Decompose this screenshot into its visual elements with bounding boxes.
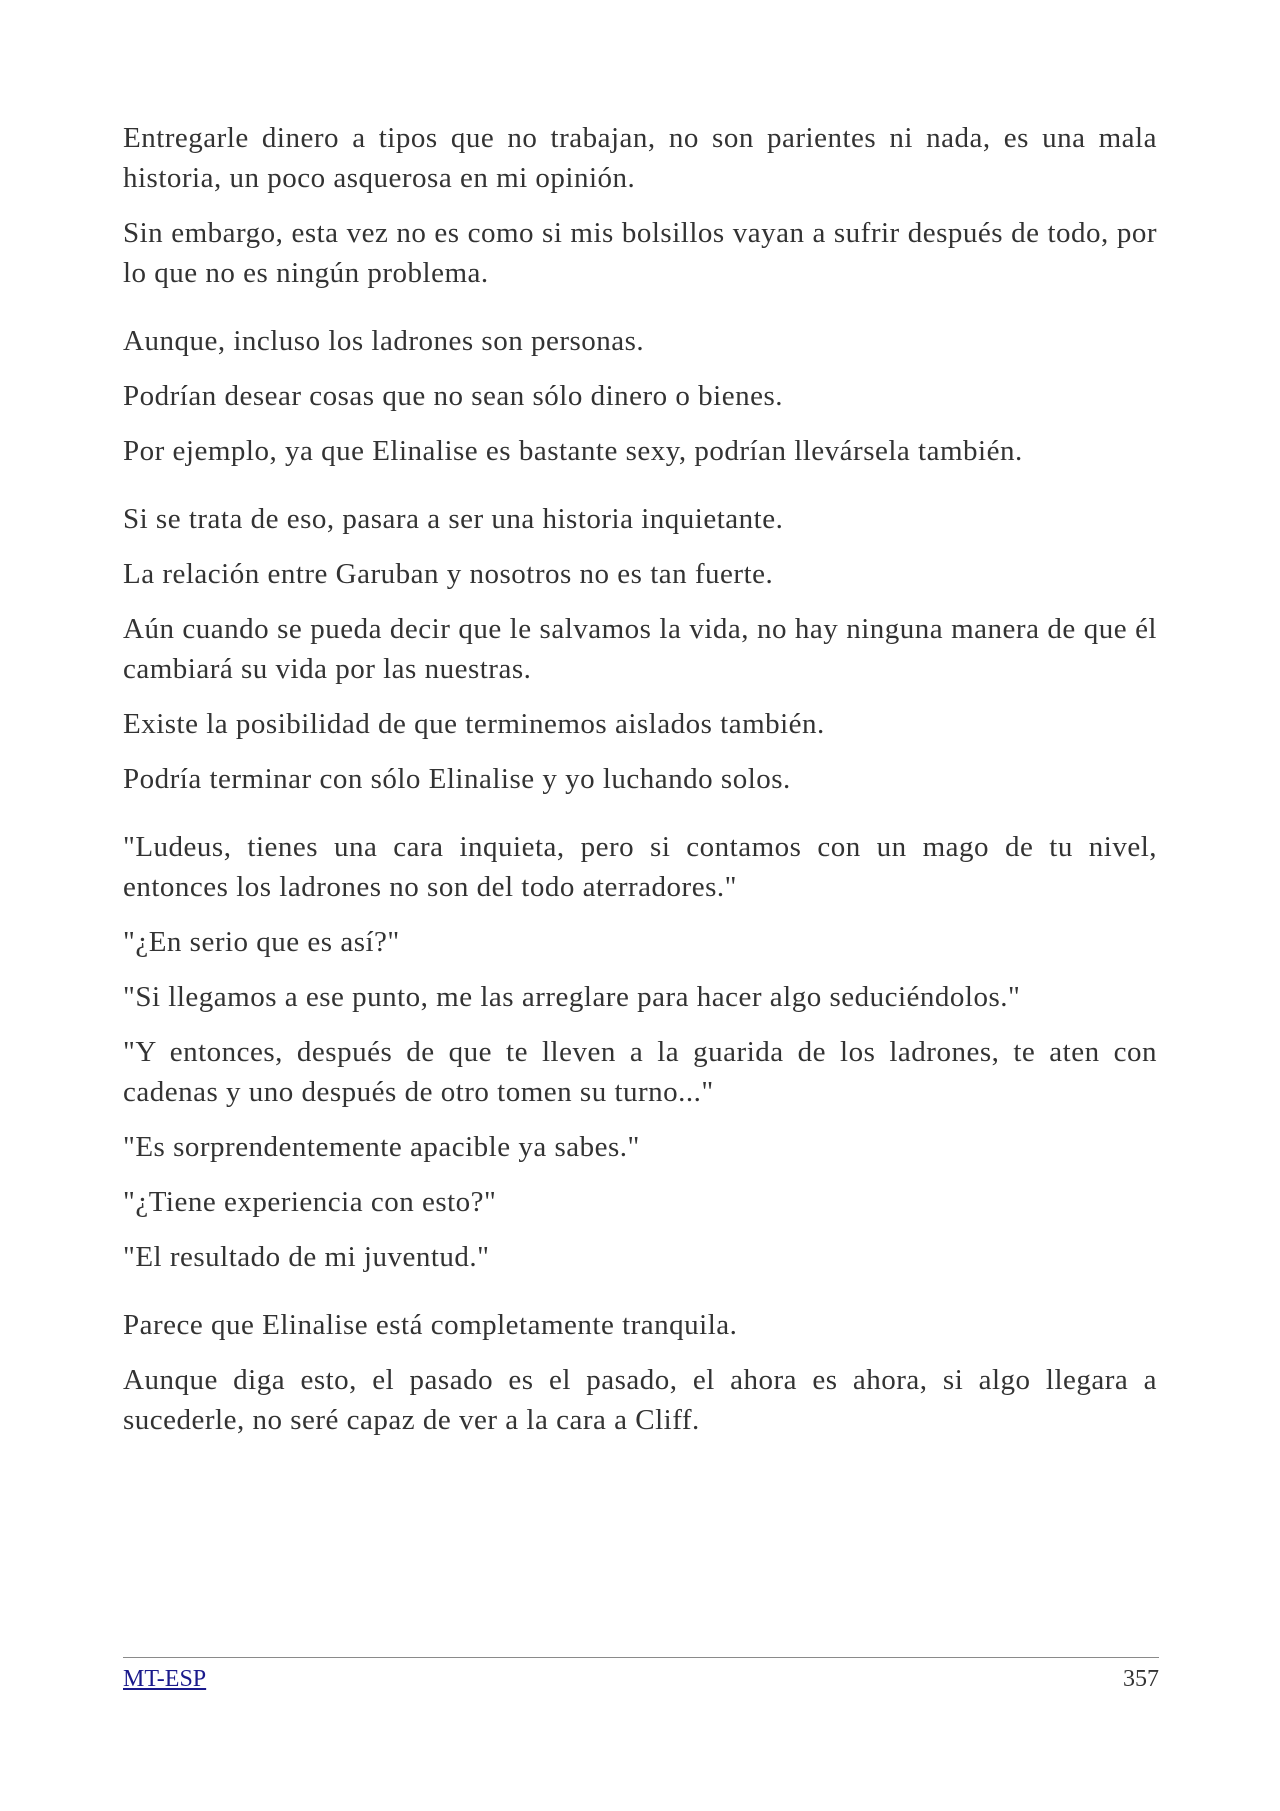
paragraph: Existe la posibilidad de que terminemos aislados también. xyxy=(123,708,825,740)
paragraph: Entregarle dinero a tipos que no trabajan, no son parientes ni nada, es una mala historia, un poco asquerosa en mi opinión. xyxy=(123,122,1157,194)
paragraph: Podría terminar con sólo Elinalise y yo luchando solos. xyxy=(123,763,791,795)
paragraph: Si se trata de eso, pasara a ser una historia inquietante. xyxy=(123,503,784,535)
paragraph: "Y entonces, después de que te lleven a la guarida de los ladrones, te aten con cadenas y uno después de otro tomen su turno..." xyxy=(123,1036,1157,1108)
paragraph: "Si llegamos a ese punto, me las arreglare para hacer algo seduciéndolos." xyxy=(123,981,1021,1013)
paragraph: "Es sorprendentemente apacible ya sabes." xyxy=(123,1131,640,1163)
footer-link[interactable]: MT-ESP xyxy=(123,1666,207,1692)
paragraph: Sin embargo, esta vez no es como si mis bolsillos vayan a sufrir después de todo, por lo que no es ningún problema. xyxy=(123,217,1157,289)
paragraph: "¿Tiene experiencia con esto?" xyxy=(123,1186,497,1218)
paragraph: Podrían desear cosas que no sean sólo dinero o bienes. xyxy=(123,380,784,412)
paragraph: Aunque, incluso los ladrones son personas. xyxy=(123,325,645,357)
paragraph: "El resultado de mi juventud." xyxy=(123,1241,490,1273)
paragraph: Por ejemplo, ya que Elinalise es bastante sexy, podrían llevársela también. xyxy=(123,435,1023,467)
body-text xyxy=(123,118,1157,1455)
paragraph: Parece que Elinalise está completamente tranquila. xyxy=(123,1309,738,1341)
paragraph: La relación entre Garuban y nosotros no es tan fuerte. xyxy=(123,558,774,590)
paragraph: "Ludeus, tienes una cara inquieta, pero si contamos con un mago de tu nivel, entonces los ladrones no son del todo aterradores." xyxy=(123,831,1157,903)
page-number: 357 xyxy=(1123,1666,1159,1692)
page-footer xyxy=(123,1657,1159,1694)
paragraph: Aunque diga esto, el pasado es el pasado, el ahora es ahora, si algo llegara a sucederle, no seré capaz de ver a la cara a Cliff. xyxy=(123,1364,1157,1436)
paragraph: "¿En serio que es así?" xyxy=(123,926,400,958)
paragraph: Aún cuando se pueda decir que le salvamos la vida, no hay ninguna manera de que él cambiará su vida por las nuestras. xyxy=(123,613,1157,685)
